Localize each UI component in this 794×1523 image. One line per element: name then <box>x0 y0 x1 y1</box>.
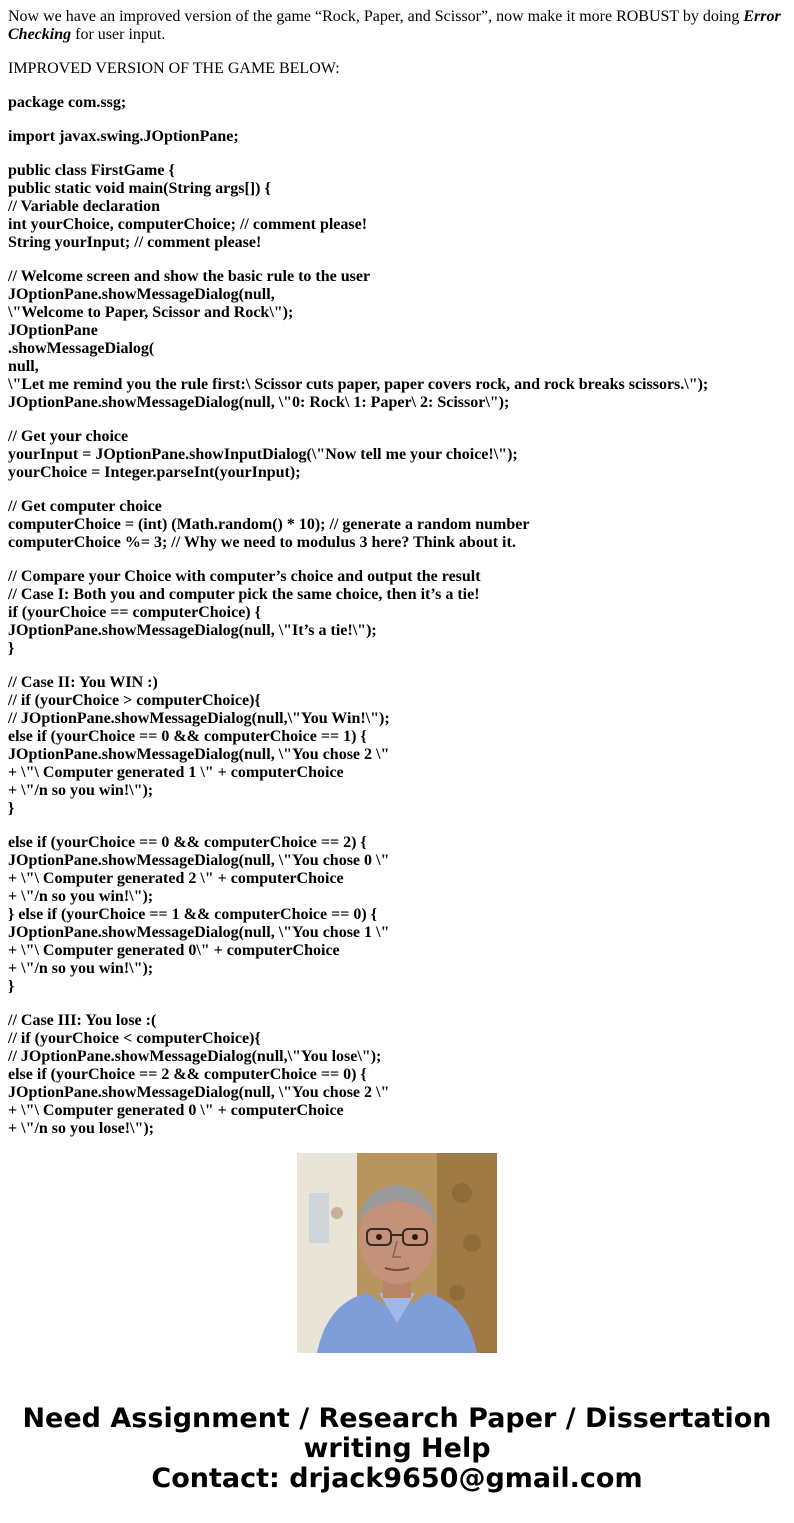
code-line: // Case I: Both you and computer pick the same choice, then it’s a tie! <box>8 586 480 603</box>
code-line: // Get computer choice <box>8 498 162 515</box>
code-line: String yourInput; // comment please! <box>8 234 262 251</box>
code-line <box>8 146 788 162</box>
code-line: JOptionPane.showMessageDialog(null, <box>8 286 275 303</box>
code-line: // if (yourChoice > computerChoice){ <box>8 692 261 709</box>
code-line: } <box>8 978 15 995</box>
code-line: import javax.swing.JOptionPane; <box>8 128 239 145</box>
code-line: + \"\ Computer generated 2 \" + computerChoice <box>8 870 344 887</box>
code-line: + \"/n so you win!\"); <box>8 888 154 905</box>
code-line: // Variable declaration <box>8 198 160 215</box>
code-line <box>8 658 788 674</box>
code-line: .showMessageDialog( <box>8 340 155 357</box>
code-line <box>8 996 788 1012</box>
code-line: JOptionPane <box>8 322 98 339</box>
code-line <box>8 252 788 268</box>
code-line <box>8 482 788 498</box>
section-heading: IMPROVED VERSION OF THE GAME BELOW: <box>8 60 340 77</box>
code-line: else if (yourChoice == 0 && computerChoice == 1) { <box>8 728 367 745</box>
code-line: + \"/n so you win!\"); <box>8 960 154 977</box>
code-line: + \"\ Computer generated 0 \" + computerChoice <box>8 1102 344 1119</box>
code-line: JOptionPane.showMessageDialog(null, \"0: Rock\ 1: Paper\ 2: Scissor\"); <box>8 394 510 411</box>
code-line: // JOptionPane.showMessageDialog(null,\"You lose\"); <box>8 1048 382 1065</box>
code-line: package com.ssg; <box>8 94 127 111</box>
code-line <box>8 412 788 428</box>
code-line: JOptionPane.showMessageDialog(null, \"You chose 2 \" <box>8 746 390 763</box>
author-avatar <box>297 1153 497 1353</box>
code-line: } <box>8 800 15 817</box>
code-line: // Case II: You WIN :) <box>8 674 158 691</box>
code-line: yourInput = JOptionPane.showInputDialog(\"Now tell me your choice!\"); <box>8 446 518 463</box>
code-line: } <box>8 640 15 657</box>
intro-text-end: for user input. <box>71 26 166 43</box>
help-banner <box>0 1404 794 1494</box>
code-line: int yourChoice, computerChoice; // comment please! <box>8 216 368 233</box>
code-line: if (yourChoice == computerChoice) { <box>8 604 261 621</box>
code-line: + \"/n so you win!\"); <box>8 782 154 799</box>
code-line: computerChoice = (int) (Math.random() * 10); // generate a random number <box>8 516 530 533</box>
code-line <box>8 112 788 128</box>
code-block <box>8 94 788 1138</box>
code-line: JOptionPane.showMessageDialog(null, \"It’s a tie!\"); <box>8 622 377 639</box>
code-line: // JOptionPane.showMessageDialog(null,\"You Win!\"); <box>8 710 390 727</box>
code-line: JOptionPane.showMessageDialog(null, \"You chose 1 \" <box>8 924 390 941</box>
code-line: null, <box>8 358 39 375</box>
banner-line-3: Contact: drjack9650@gmail.com <box>151 1463 643 1494</box>
code-line: JOptionPane.showMessageDialog(null, \"You chose 2 \" <box>8 1084 390 1101</box>
code-line: yourChoice = Integer.parseInt(yourInput); <box>8 464 301 481</box>
code-line <box>8 552 788 568</box>
code-line <box>8 818 788 834</box>
banner-line-2: writing Help <box>303 1433 491 1464</box>
code-line: computerChoice %= 3; // Why we need to modulus 3 here? Think about it. <box>8 534 516 551</box>
code-line: public class FirstGame { <box>8 162 175 179</box>
code-line: JOptionPane.showMessageDialog(null, \"You chose 0 \" <box>8 852 390 869</box>
code-line: // Welcome screen and show the basic rule to the user <box>8 268 371 285</box>
code-line: + \"\ Computer generated 0\" + computerChoice <box>8 942 340 959</box>
code-line: // Compare your Choice with computer’s choice and output the result <box>8 568 481 585</box>
banner-line-1: Need Assignment / Research Paper / Dissertation <box>22 1403 772 1434</box>
code-line: else if (yourChoice == 2 && computerChoice == 0) { <box>8 1066 367 1083</box>
code-line: } else if (yourChoice == 1 && computerChoice == 0) { <box>8 906 377 923</box>
code-line: \"Welcome to Paper, Scissor and Rock\"); <box>8 304 294 321</box>
code-line: // Get your choice <box>8 428 129 445</box>
intro-paragraph <box>8 8 788 44</box>
code-line: \"Let me remind you the rule first:\ Scissor cuts paper, paper covers rock, and rock breaks scissors.\"); <box>8 376 709 393</box>
intro-emphasis: Error Checking <box>8 8 781 43</box>
code-line: + \"\ Computer generated 1 \" + computerChoice <box>8 764 344 781</box>
code-line: else if (yourChoice == 0 && computerChoice == 2) { <box>8 834 367 851</box>
code-line: // Case III: You lose :( <box>8 1012 157 1029</box>
code-line: public static void main(String args[]) { <box>8 180 271 197</box>
intro-text: Now we have an improved version of the game “Rock, Paper, and Scissor”, now make it more ROBUST by doing <box>8 8 744 25</box>
code-line: + \"/n so you lose!\"); <box>8 1120 154 1137</box>
code-line: // if (yourChoice < computerChoice){ <box>8 1030 261 1047</box>
portrait-image <box>297 1153 497 1353</box>
document-body <box>8 8 788 1137</box>
